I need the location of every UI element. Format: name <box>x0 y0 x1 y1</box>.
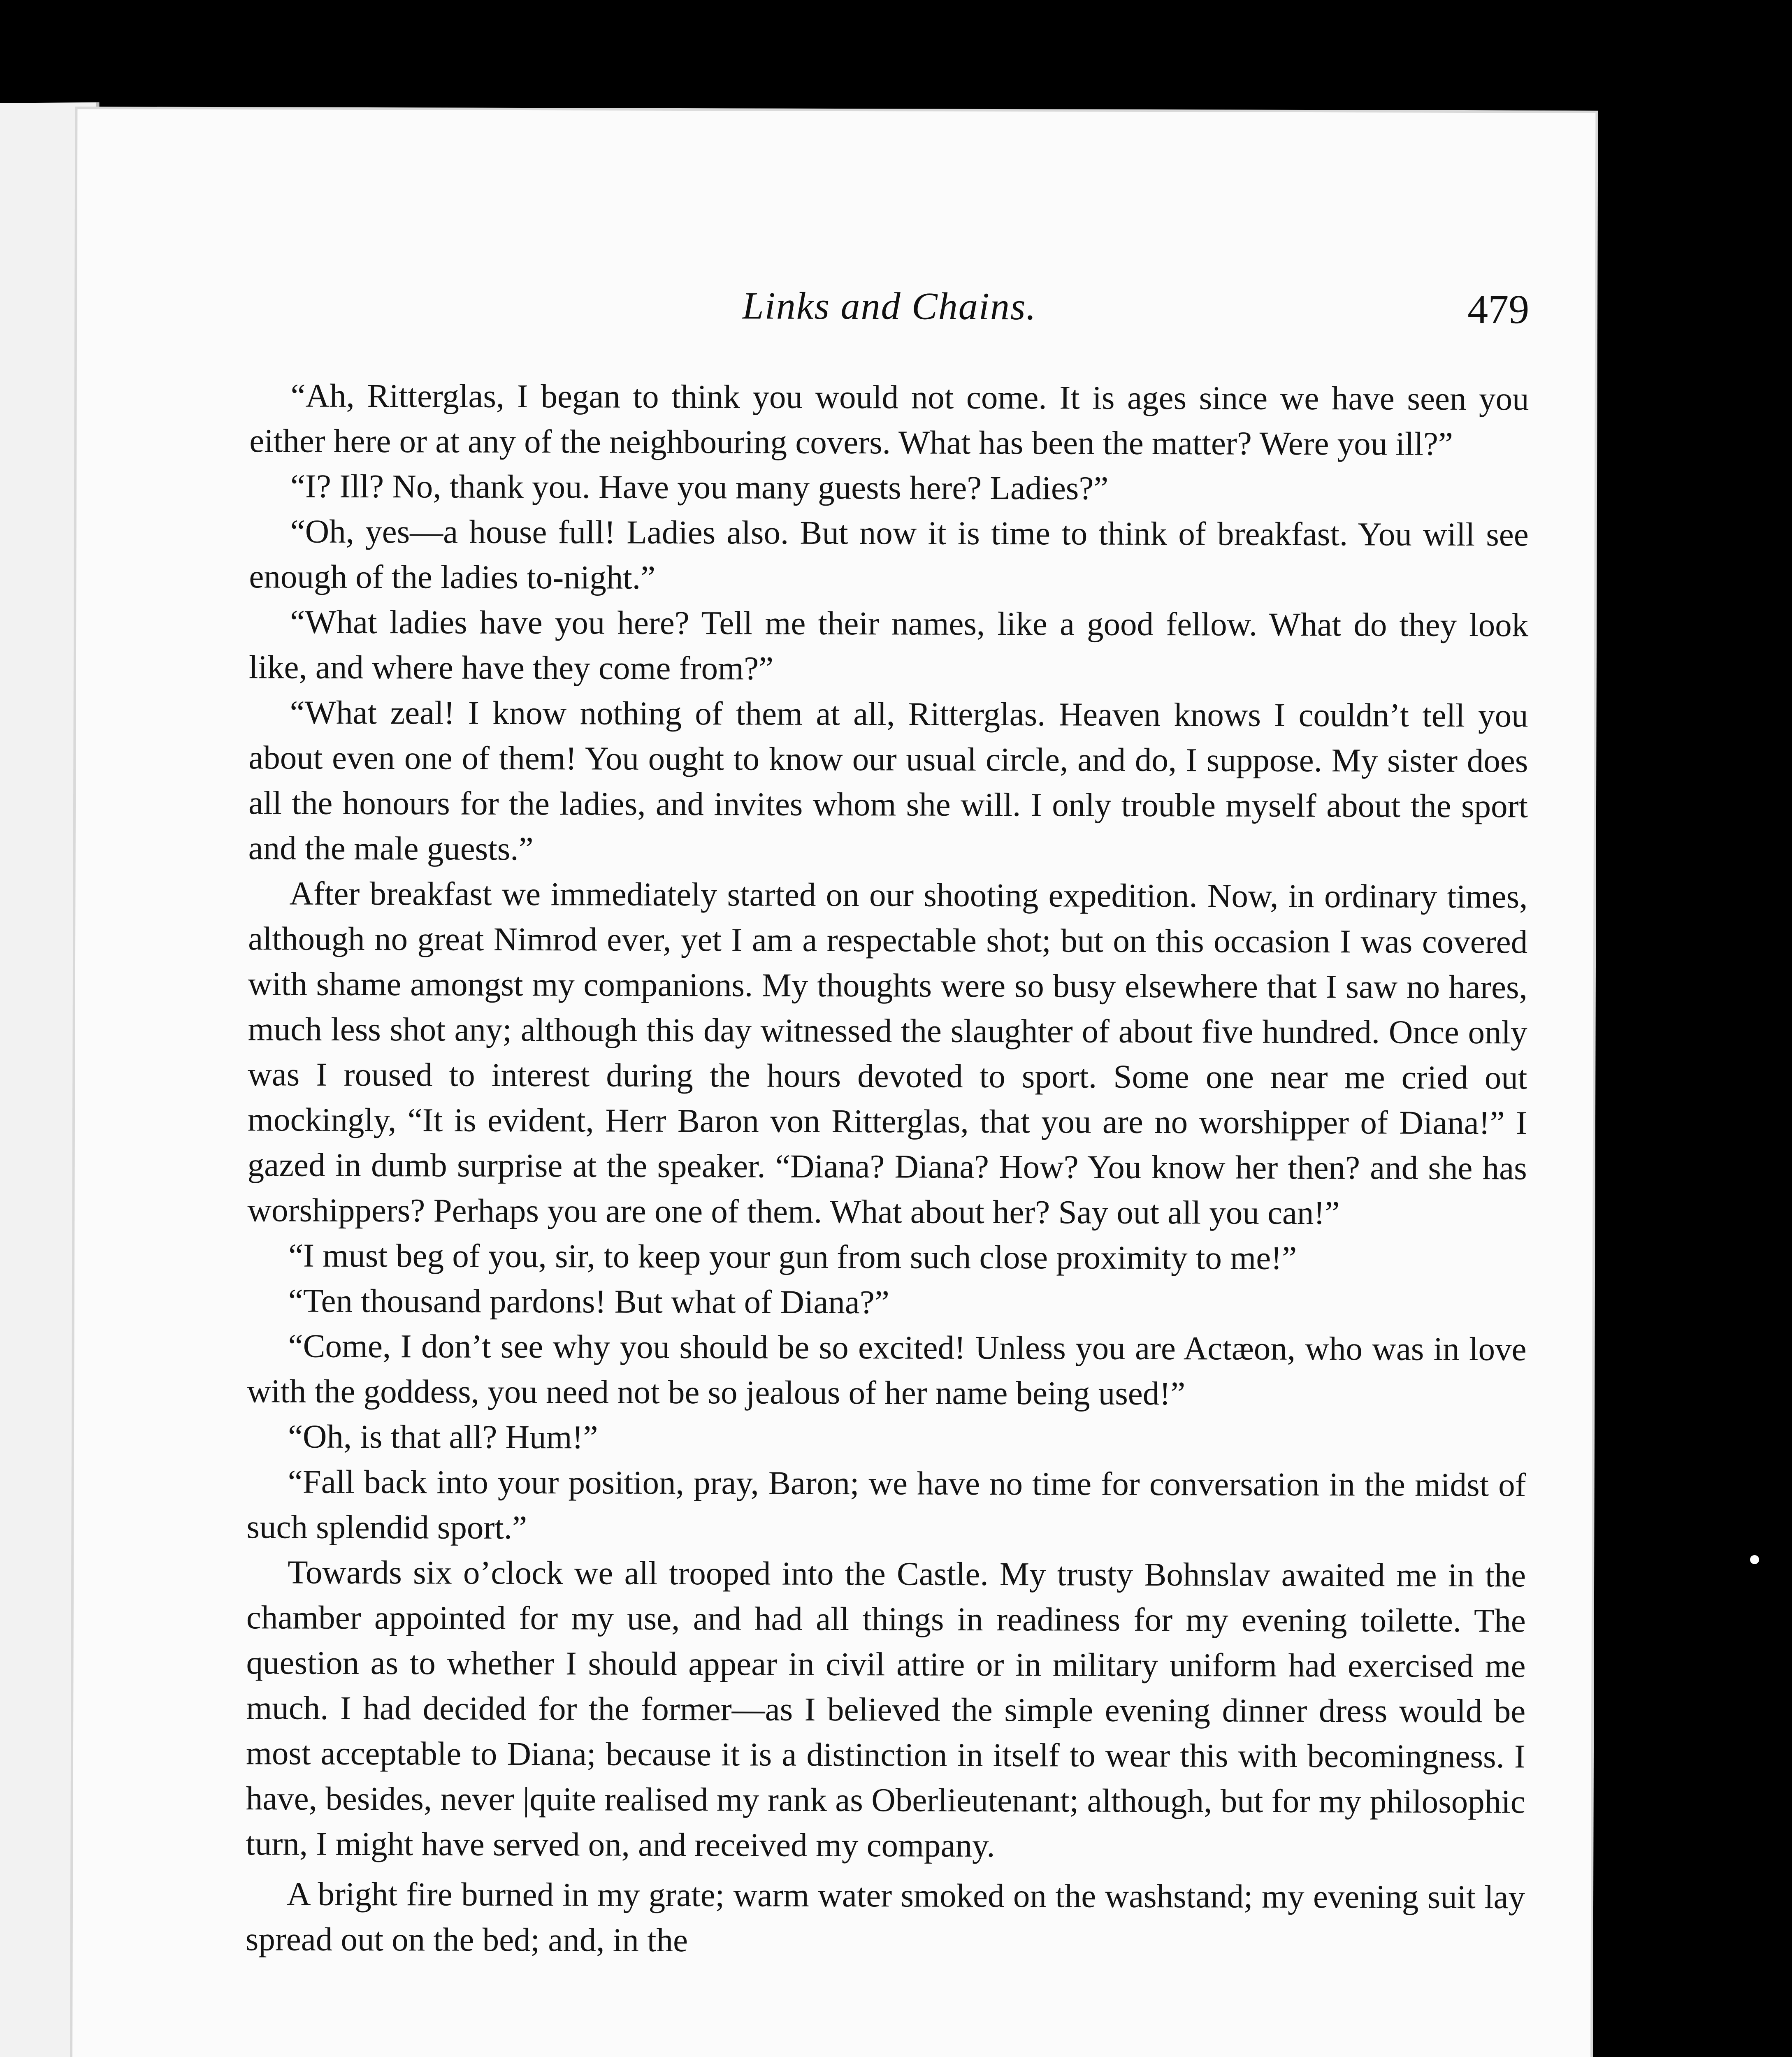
page-content <box>246 282 1530 1965</box>
paragraph: Towards six o’clock we all trooped into the Castle. My trusty Bohnslav awaited me in the chamber appointed for my use, and had all things in readiness for my evening toilette. The question as to whether I should appear in civil attire or in military uniform had exercised me much. I had decided for the former—as I believed the simple evening dinner dress would be most acceptable to Diana; because it is a distinction in itself to wear this with becomingness. I have, besides, never |quite realised my rank as Oberlieutenant; although, but for my philosophic turn, I might have served on, and received my company. <box>246 1553 1526 1864</box>
paragraph: “Oh, yes—a house full! Ladies also. But now it is time to think of breakfast. You will see enough of the ladies to-night.” <box>249 513 1529 596</box>
paragraph: “Fall back into your position, pray, Baron; we have no time for conversation in the midst of such splendid sport.” <box>246 1463 1526 1546</box>
paragraph: “I? Ill? No, thank you. Have you many guests here? Ladies?” <box>290 467 1109 507</box>
paragraph: A bright fire burned in my grate; warm water smoked on the washstand; my evening suit lay spread out on the bed; and, in the <box>245 1875 1525 1959</box>
paragraph: “Come, I don’t see why you should be so excited! Unless you are Actæon, who was in love with the goddess, you need not be so jealous of her name being used!” <box>247 1327 1527 1412</box>
body-text <box>246 373 1529 1965</box>
paragraph: “What zeal! I know nothing of them at all, Ritterglas. Heaven knows I couldn’t tell you about even one of them! You ought to know our usual circle, and do, I suppose. My sister does all the honours for the ladies, and invites whom she will. I only trouble myself about the sport and the male guests.” <box>248 694 1528 868</box>
paragraph: “Ten thousand pardons! But what of Diana?” <box>288 1282 889 1321</box>
scan-speck <box>1750 1555 1759 1564</box>
paragraph: “Oh, is that all? Hum!” <box>288 1418 598 1456</box>
paragraph: “Ah, Ritterglas, I began to think you would not come. It is ages since we have seen you either here or at any of the neighbouring covers. What has been the matter? Were you ill?” <box>249 377 1529 462</box>
paragraph: “I must beg of you, sir, to keep your gun from such close proximity to me!” <box>288 1237 1297 1277</box>
running-head-title: Links and Chains. <box>742 284 1037 328</box>
paragraph: “What ladies have you here? Tell me their names, like a good fellow. What do they look like, and where have they come from?” <box>248 603 1529 687</box>
paragraph: After breakfast we immediately started on our shooting expedition. Now, in ordinary times, although no great Nimrod ever, yet I am a respectable shot; but on this occasion I was covered with shame amongst my companions. My thoughts were so busy elsewhere that I saw no hares, much less shot any; although this day witnessed the slaughter of about five hundred. Once only was I roused to interest during the hours devoted to sport. Some one near me cried out mockingly, “It is evident, Herr Baron von Ritterglas, that you are no worshipper of Diana!” I gazed in dumb surprise at the speaker. “Diana? Diana? How? You know her then? and she has worshippers? Perhaps you are one of them. What about her? Say out all you can!” <box>247 875 1528 1232</box>
running-head <box>250 282 1529 360</box>
page-number: 479 <box>1467 286 1530 332</box>
book-page <box>71 109 1596 2057</box>
